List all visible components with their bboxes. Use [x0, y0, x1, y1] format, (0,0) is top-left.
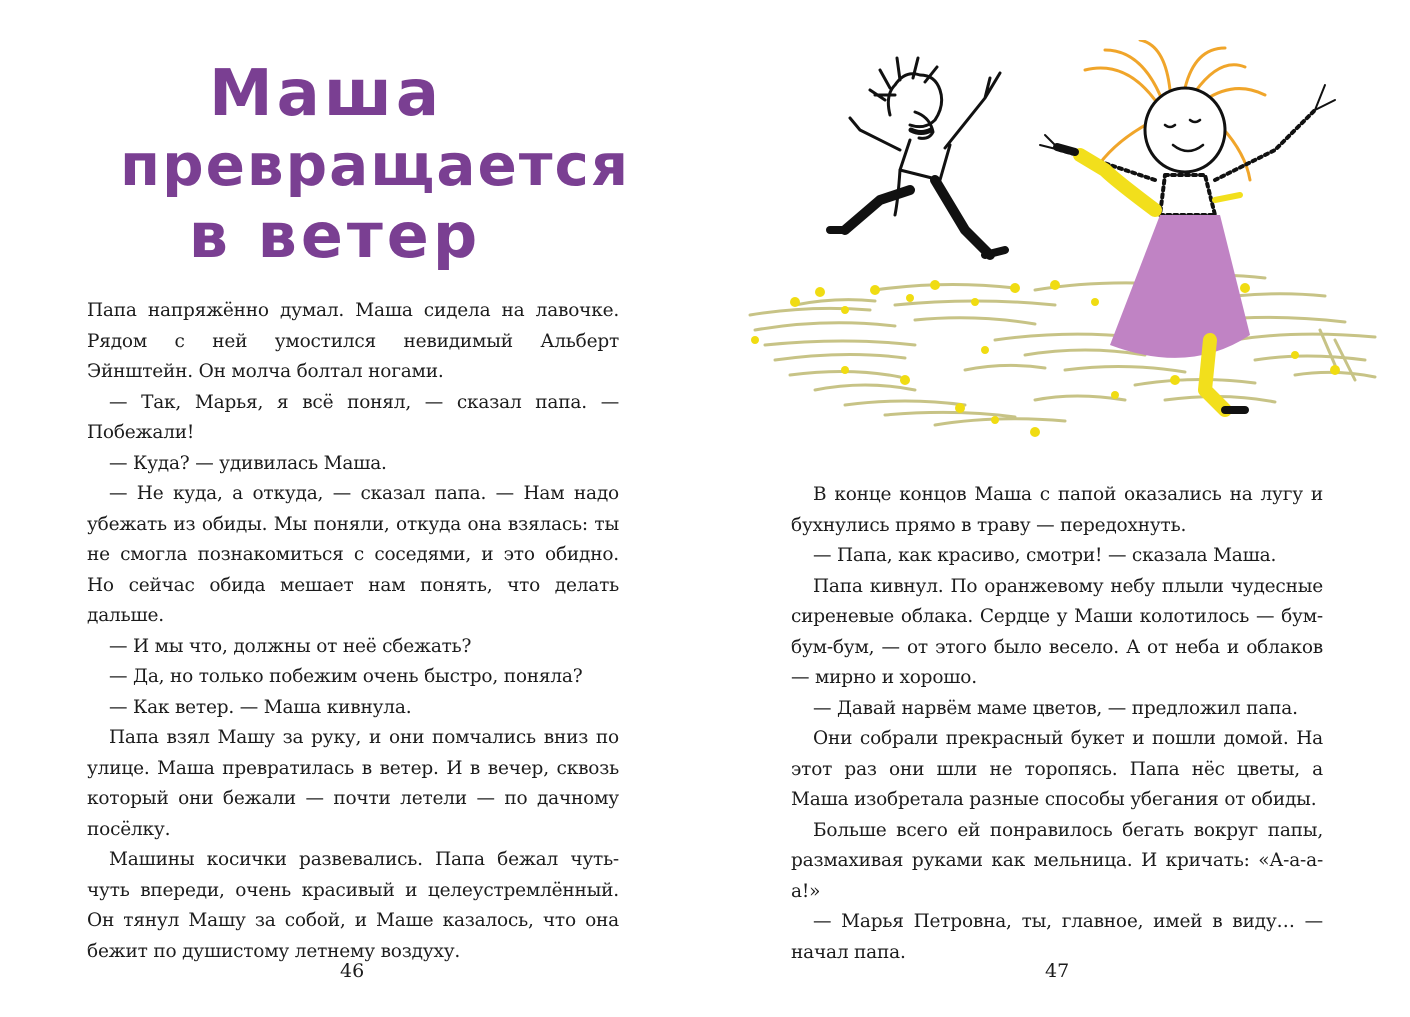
paragraph: Они собрали прекрасный букет и пошли домой. На этот раз они шли не торопясь. Папа нёс цветы, а Маша изобретала разные способы убегания от обиды. — [791, 728, 1323, 810]
title-line-3: в ветер — [188, 199, 482, 272]
paragraph: — Как ветер. — Маша кивнула. — [109, 696, 412, 718]
paragraph: — Да, но только побежим очень быстро, поняла? — [109, 666, 583, 687]
paragraph: Папа напряжённо думал. Маша сидела на лавочке. Рядом с ней умостился невидимый Альберт Эйнштейн. Он молча болтал ногами. — [87, 300, 619, 382]
dad-figure — [830, 58, 1005, 255]
right-page-text — [791, 480, 1323, 968]
running-girl-and-dad-illustration — [735, 40, 1395, 460]
paragraph: Папа кивнул. По оранжевому небу плыли чудесные сиреневые облака. Сердце у Маши колотилось — бум-бум-бум, — от этого было весело. А от неба и облаков — мирно и хорошо. — [791, 575, 1323, 688]
paragraph: — Не куда, а откуда, — сказал папа. — Нам надо убежать из обиды. Мы поняли, откуда она взялась: ты не смогла познакомиться с соседями, и это обидно. Но сейчас обида мешает нам понять, что делать дальше. — [87, 483, 619, 626]
paragraph: — Куда? — удивилась Маша. — [109, 452, 387, 474]
paragraph: — Папа, как красиво, смотри! — сказала Маша. — [813, 545, 1277, 566]
page-number-right: 47 — [1045, 960, 1070, 982]
paragraph: В конце концов Маша с папой оказались на лугу и бухнулись прямо в траву — передохнуть. — [791, 484, 1323, 536]
paragraph: Больше всего ей понравилось бегать вокруг папы, размахивая руками как мельница. И кричать: «А-а-а-а!» — [791, 819, 1323, 902]
paragraph: — Марья Петровна, ты, главное, имей в виду… — начал папа. — [791, 911, 1323, 963]
right-page — [705, 0, 1410, 1017]
paragraph: Машины косички развевались. Папа бежал чуть-чуть впереди, очень красивый и целеустремлённый. Он тянул Машу за собой, и Маше казалось, что она бежит по душистому летнему воздуху. — [87, 849, 619, 962]
title-line-1: Маша — [208, 57, 444, 131]
paragraph: — И мы что, должны от неё сбежать? — [109, 635, 472, 657]
grass-meadow — [750, 275, 1375, 425]
page-number-left: 46 — [340, 960, 365, 982]
title-line-2: превращается — [120, 131, 631, 199]
girl-figure — [1040, 40, 1335, 410]
paragraph: — Давай нарвём маме цветов, — предложил папа. — [813, 697, 1298, 719]
left-page-text — [87, 296, 619, 967]
paragraph: Папа взял Машу за руку, и они помчались вниз по улице. Маша превратилась в ветер. И в вечер, сквозь который они бежали — почти летели — по дачному посёлку. — [87, 727, 619, 840]
paragraph: — Так, Марья, я всё понял, — сказал папа. — Побежали! — [87, 391, 619, 443]
chapter-title — [120, 57, 631, 272]
